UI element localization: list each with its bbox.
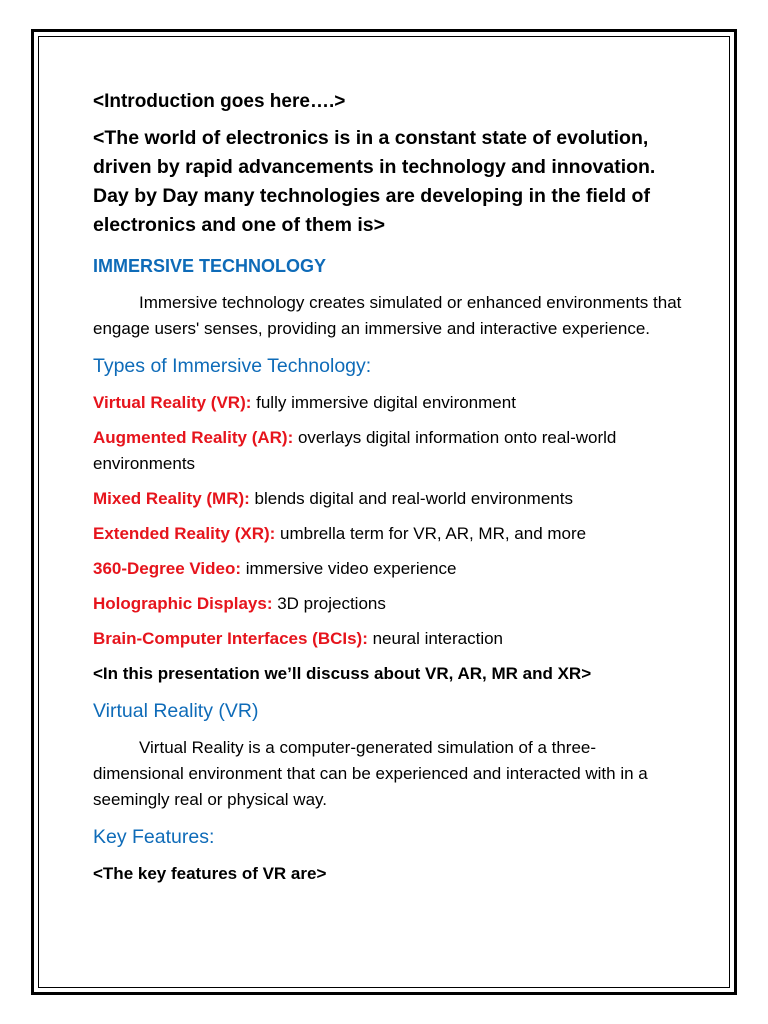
vr-paragraph: Virtual Reality is a computer-generated simulation of a three-dimensional environment that can be experienced and interacted with in a seemingly real or physical way. (93, 738, 648, 809)
lead-paragraph: <The world of electronics is in a constant state of evolution, driven by rapid advancements in technology and innovation. Day by Day many technologies are developing in the field of electronics and one of them is> (93, 127, 656, 236)
type-desc: neural interaction (367, 629, 504, 648)
type-term: Brain-Computer Interfaces (BCIs): (93, 629, 368, 648)
type-term: Mixed Reality (MR): (93, 489, 250, 508)
key-features-heading: Key Features: (93, 826, 215, 848)
document-content (93, 88, 683, 887)
type-term: Virtual Reality (VR): (93, 393, 252, 412)
type-item (93, 521, 683, 547)
type-item (93, 425, 683, 477)
type-desc: umbrella term for VR, AR, MR, and more (275, 524, 587, 543)
type-item (93, 486, 683, 512)
type-desc: overlays digital information onto real-world environments (93, 428, 617, 473)
type-desc: fully immersive digital environment (251, 393, 516, 412)
key-features-note: <The key features of VR are> (93, 864, 327, 883)
type-item (93, 626, 683, 652)
presentation-note: <In this presentation we’ll discuss about VR, AR, MR and XR> (93, 664, 592, 683)
type-item (93, 556, 683, 582)
types-list (93, 390, 683, 652)
type-item (93, 591, 683, 617)
type-term: Extended Reality (XR): (93, 524, 276, 543)
immersive-technology-heading: IMMERSIVE TECHNOLOGY (93, 256, 327, 276)
type-term: Holographic Displays: (93, 594, 273, 613)
immersive-technology-paragraph: Immersive technology creates simulated or enhanced environments that engage users' senses, providing an immersive and interactive experience. (93, 293, 682, 338)
intro-placeholder: <Introduction goes here….> (93, 91, 346, 112)
type-term: Augmented Reality (AR): (93, 428, 294, 447)
type-term: 360-Degree Video: (93, 559, 242, 578)
type-desc: blends digital and real-world environments (249, 489, 573, 508)
type-desc: immersive video experience (241, 559, 457, 578)
vr-heading: Virtual Reality (VR) (93, 700, 259, 722)
type-desc: 3D projections (272, 594, 386, 613)
type-item (93, 390, 683, 416)
types-heading: Types of Immersive Technology: (93, 355, 372, 377)
